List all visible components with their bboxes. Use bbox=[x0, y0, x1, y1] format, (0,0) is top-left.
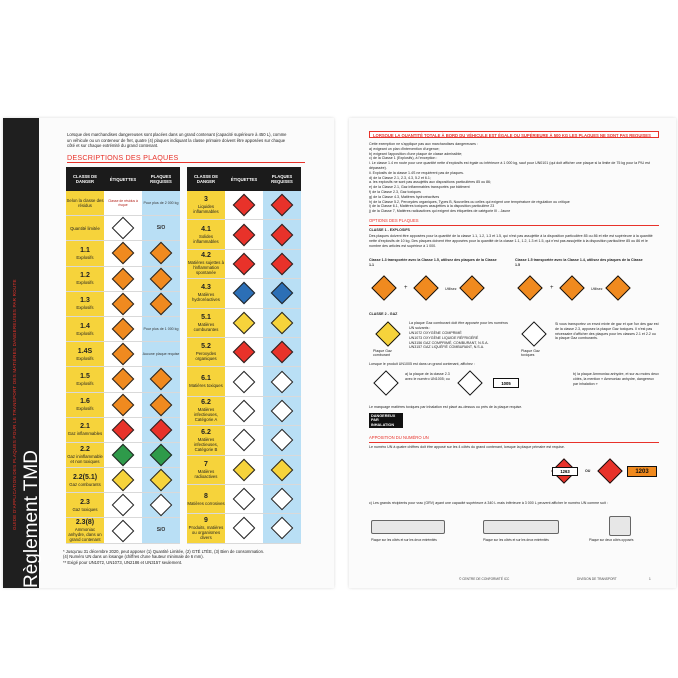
table-row bbox=[187, 220, 301, 249]
cell-etiquette bbox=[104, 493, 142, 517]
class-name: Explosifs bbox=[76, 355, 94, 361]
table-row bbox=[66, 191, 180, 216]
cell-plaque bbox=[142, 292, 180, 316]
class-name: Matières corrosives bbox=[187, 500, 225, 506]
label-diamond-icon bbox=[112, 494, 135, 517]
cell-class bbox=[66, 317, 104, 341]
cell-class bbox=[66, 292, 104, 316]
placard-diamond-icon bbox=[150, 393, 173, 416]
label-diamond-icon bbox=[233, 223, 256, 246]
class-name: Peroxydes organiques bbox=[195, 351, 217, 362]
vehicle-caption: Plaque sur deux côtés opposés bbox=[589, 538, 634, 542]
exemption-header bbox=[369, 131, 659, 138]
table-row bbox=[66, 468, 180, 493]
class-name: Matières infectieuses, Catégorie B bbox=[194, 436, 218, 452]
spine-subtitle: GUIDE D'APPLICATION DES PLAQUES POUR LE TRANSPORT DES MATIÈRES DANGEREUSES PAR ROUTE bbox=[12, 279, 17, 530]
class-name: Matières toxiques bbox=[189, 383, 223, 389]
cell-etiquette bbox=[104, 518, 142, 542]
table-row bbox=[187, 426, 301, 455]
table-row bbox=[66, 342, 180, 367]
etiquette-note: Classe de résidus à risque bbox=[108, 199, 138, 208]
label-diamond-icon bbox=[233, 311, 256, 334]
header-plaques: PLAQUES REQUISES bbox=[142, 167, 180, 191]
classe2-title: CLASSE 2 - GAZ bbox=[369, 312, 398, 316]
cell-plaque bbox=[142, 443, 180, 467]
page-number: 1 bbox=[649, 577, 651, 581]
placard-1-5 bbox=[413, 275, 438, 300]
class-name: Selon la classe des résidus bbox=[66, 198, 104, 209]
plaque-gaz-comburant-label: Plaque Gaz comburant bbox=[373, 349, 392, 358]
class-number: 3 bbox=[204, 196, 208, 204]
table-row bbox=[187, 514, 301, 543]
table-body bbox=[187, 191, 301, 544]
cell-etiquette bbox=[104, 241, 142, 265]
cell-plaque bbox=[263, 250, 301, 278]
section-title: DESCRIPTIONS DES PLAQUES bbox=[67, 153, 179, 162]
un-item: UN1072 OXYGÈNE COMPRIMÉ bbox=[409, 331, 462, 335]
cell-etiquette bbox=[225, 220, 263, 248]
cell-plaque bbox=[263, 309, 301, 337]
plus-sign: + bbox=[404, 285, 408, 291]
cell-plaque bbox=[263, 456, 301, 484]
label-diamond-icon bbox=[233, 458, 256, 481]
un-1263-label: 1263 bbox=[552, 467, 578, 476]
label-diamond-icon bbox=[233, 282, 256, 305]
inhal-text: Le marquage matières toxiques par inhalation est placé au-dessus ou près de la plaque requise. bbox=[369, 405, 523, 409]
placard-gaz-comburant bbox=[375, 321, 400, 346]
placard-1-5 bbox=[517, 275, 542, 300]
un1005-option-b: b) la plaque Ammoniac anhydre, et sur au moins deux côtés, la mention « Ammoniac anhydre, dangereux par inhalation » bbox=[573, 372, 659, 386]
cell-class bbox=[66, 393, 104, 417]
un-1005-plate: 1005 bbox=[493, 378, 519, 388]
ou-label: OU bbox=[585, 469, 591, 473]
placard-2-3-with-un bbox=[373, 370, 398, 395]
class-name: Solides inflammables bbox=[193, 233, 219, 244]
placard-1-5-result bbox=[605, 275, 630, 300]
cell-class bbox=[66, 443, 104, 467]
class-name: Matières radioactives bbox=[194, 468, 218, 479]
cell-plaque bbox=[142, 241, 180, 265]
label-diamond-icon bbox=[233, 194, 256, 217]
label-diamond-icon bbox=[233, 253, 256, 276]
table-row bbox=[187, 191, 301, 220]
orange-plate-1203: 1203 bbox=[627, 466, 657, 477]
class-number: 4.2 bbox=[201, 252, 211, 260]
class-number: 1.4S bbox=[77, 347, 93, 355]
plaque-note: S/O bbox=[156, 225, 166, 232]
cell-plaque bbox=[263, 367, 301, 395]
placard-diamond-icon bbox=[271, 194, 294, 217]
footer-left: © CENTRE DE CONFORMITÉ ICC bbox=[459, 577, 510, 581]
cell-etiquette bbox=[104, 267, 142, 291]
cell-plaque bbox=[263, 279, 301, 307]
classe1-text: Des plaques doivent être apposées pour la quantité de la classe 1.1, 1.2, 1.3 et 1.5, qui n'est pas assujettie à la disposition particulière 85 ou 86 et elle est supérieure à la quantité nette d'explosifs de 10 kg. Des plaques doivent être apposées pour la quantité de la classe 1.1, 1.2, 1.3 et 1.5, qui n'est pas assujettie à la disposition particulière 85 ou 86 et le nombre des articles est supérieur à 1 000. bbox=[369, 234, 653, 248]
placard-diamond-icon bbox=[150, 368, 173, 391]
cell-class bbox=[187, 191, 225, 219]
cell-etiquette bbox=[104, 418, 142, 442]
cell-plaque bbox=[142, 191, 180, 215]
class-number: 5.2 bbox=[201, 343, 211, 351]
cell-class bbox=[187, 397, 225, 425]
class-number: 8 bbox=[204, 492, 208, 500]
cell-class bbox=[66, 267, 104, 291]
apposition-text: Le numéro UN à quatre chiffres doit être apposé sur les 4 côtés du grand contenant, lorsque la plaque primaire est requise. bbox=[369, 445, 565, 449]
placard-diamond-icon bbox=[271, 282, 294, 305]
table-row bbox=[187, 309, 301, 338]
label-diamond-icon bbox=[233, 370, 256, 393]
class-number: 1.2 bbox=[80, 272, 90, 280]
cell-etiquette bbox=[225, 456, 263, 484]
class-number: 1.6 bbox=[80, 398, 90, 406]
placard-1-3 bbox=[371, 275, 396, 300]
intro-text: Lorsque des marchandises dangereuses sont placées dans un grand contenant (capacité supérieure à 450 L), comme un véhicule ou un conteneur de fret, quatre (4) plaques indiquant la classe primaire doivent être apposées sur chaque côté et sur chaque extrémité du grand contenant. bbox=[67, 132, 287, 149]
placard-gaz-toxiques bbox=[521, 321, 546, 346]
label-diamond-icon bbox=[233, 400, 256, 423]
class-number: 1.3 bbox=[80, 297, 90, 305]
cell-plaque bbox=[142, 267, 180, 291]
cell-etiquette bbox=[225, 250, 263, 278]
options-rule bbox=[369, 225, 659, 226]
right-page bbox=[349, 118, 676, 588]
plus-sign: + bbox=[550, 285, 554, 291]
table-row bbox=[66, 443, 180, 468]
class-name: Matières infectieuses, Catégorie A bbox=[194, 407, 218, 423]
footer-right: DIVISION DE TRANSPORT bbox=[577, 577, 617, 581]
cell-class bbox=[66, 367, 104, 391]
cell-plaque bbox=[263, 485, 301, 513]
cell-plaque bbox=[142, 367, 180, 391]
table-row bbox=[187, 250, 301, 279]
placard-diamond-icon bbox=[150, 293, 173, 316]
table-row bbox=[187, 397, 301, 426]
vehicle-ibc bbox=[609, 516, 631, 536]
table-row bbox=[187, 338, 301, 367]
label-diamond-icon bbox=[112, 242, 135, 265]
exemption-header-text: LORSQUE LA QUANTITÉ TOTALE À BORD DU VÉHICULE EST ÉGALE OU SUPÉRIEURE À 500 KG LES PLAQUES NE SONT PAS REQUISES bbox=[373, 133, 651, 138]
placard-class-3 bbox=[597, 458, 622, 483]
class-name: Explosifs bbox=[76, 305, 94, 311]
table-row bbox=[66, 267, 180, 292]
footnote: * Jusqu'au 31 décembre 2020, peut apposer (1) Quantité Limitée, (2) GTÉ LTÉE, (3) Bien de consommation. bbox=[63, 549, 265, 554]
plaque-note: Pour plus de 2 000 kg bbox=[143, 200, 179, 205]
options-title: OPTIONS DES PLAQUES bbox=[369, 218, 419, 223]
class-name: Gaz inflammables bbox=[67, 431, 103, 437]
placard-diamond-icon bbox=[150, 494, 173, 517]
cell-etiquette bbox=[104, 468, 142, 492]
class-number: 4.1 bbox=[201, 225, 211, 233]
cell-etiquette bbox=[225, 397, 263, 425]
label-diamond-icon bbox=[112, 469, 135, 492]
placard-1-1 bbox=[459, 275, 484, 300]
classe1-title: CLASSE 1 - EXPLOSIFS bbox=[369, 228, 410, 232]
label-diamond-icon bbox=[112, 293, 135, 316]
cell-class bbox=[187, 220, 225, 248]
placard-diamond-icon bbox=[271, 517, 294, 540]
placard-table-2 bbox=[187, 167, 301, 542]
cell-etiquette bbox=[104, 393, 142, 417]
class-number: 6.1 bbox=[201, 375, 211, 383]
class-number: 1.4 bbox=[80, 322, 90, 330]
table-row bbox=[66, 241, 180, 266]
cell-class bbox=[187, 485, 225, 513]
cell-etiquette bbox=[104, 367, 142, 391]
table-row bbox=[66, 292, 180, 317]
class-name: Matières comburantes bbox=[193, 321, 219, 332]
header-etiquettes: ÉTIQUETTES bbox=[104, 167, 142, 191]
un1005-option-a: a) la plaque de la classe 2.3 avec le numéro UN1005; ou bbox=[405, 372, 450, 381]
cell-class bbox=[66, 493, 104, 517]
class-number: 2.2(5.1) bbox=[72, 473, 98, 481]
class-number: 6.2 bbox=[201, 399, 211, 407]
class-name: Explosifs bbox=[76, 406, 94, 412]
cell-etiquette bbox=[225, 279, 263, 307]
class-name: Explosifs bbox=[76, 254, 94, 260]
placard-diamond-icon bbox=[150, 444, 173, 467]
table-row bbox=[187, 279, 301, 308]
class-number: 9 bbox=[204, 516, 208, 524]
placard-diamond-icon bbox=[150, 469, 173, 492]
class-name: Ammoniac anhydre, dans un grand contenant bbox=[68, 527, 102, 543]
plaque-note: Aucune plaque requise bbox=[142, 352, 180, 357]
table-row bbox=[66, 367, 180, 392]
cell-class bbox=[187, 514, 225, 542]
cell-class bbox=[66, 216, 104, 240]
un1005-text: Lorsque le produit UN1005 est dans un grand contenant, affichez : bbox=[369, 362, 475, 366]
cell-class bbox=[187, 279, 225, 307]
cell-class bbox=[187, 338, 225, 366]
vehicle-caption: Plaque sur les côtés et sur les deux extrémités bbox=[371, 538, 437, 542]
label-diamond-icon bbox=[112, 444, 135, 467]
class-name: Explosifs bbox=[76, 280, 94, 286]
cell-class bbox=[187, 456, 225, 484]
label-diamond-icon bbox=[112, 343, 135, 366]
exemption-text: Cette exemption ne s'applique pas aux marchandises dangereuses : a) exigeant un plan d'intervention d'urgence; b) exigeant l'apposition d'une plaque de classe admissible; c) de la Classe 1 (Explosifs), à l'exception : i. Le classe 1.4 en route pour une quantité nette d'explosifs est égale ou inférieure à 1 000 kg, sauf pour UN0101 (qui doit afficher une plaque si la limite de 75 kg pour la PIU est dépassée). ii. Explosifs de la classe 1.4S ne requièrent pas de plaques. d) de la Classe 2.1, 2.3, 4.3, 5.2 et 6.1; a. les explosifs ne sont pas assujettis aux dispositions particulières 85 ou 86; e) de la Classe 2.1, Gaz inflammables transportés par bâtiment f) de la Classe 2.3, Gaz toxiques g) de la Classe 4.3, Matières hydroréactives h) de la Classe 5.2, Peroxydes organiques, Types B, Nouvelles ou celles qui exigent une température de régulation ou critique i) de la Classe 6.1, Matières toxiques assujetties à la disposition particulière 23 j) de la Classe 7, Matières radioactives qui exigent des étiquettes de catégorie III - Jaune bbox=[369, 142, 650, 214]
cell-etiquette bbox=[104, 443, 142, 467]
placard-diamond-icon bbox=[271, 223, 294, 246]
cell-plaque bbox=[142, 216, 180, 240]
table-header bbox=[66, 167, 180, 191]
cell-class bbox=[66, 241, 104, 265]
utilisez-label: Utilisez bbox=[591, 287, 603, 291]
header-classe: CLASSE DE DANGER bbox=[66, 167, 104, 191]
header-plaques: PLAQUES REQUISES bbox=[263, 167, 301, 191]
cell-plaque bbox=[142, 317, 180, 341]
placard-diamond-icon bbox=[150, 242, 173, 265]
vehicle-truck bbox=[483, 520, 559, 534]
cell-plaque bbox=[263, 514, 301, 542]
cell-plaque bbox=[142, 518, 180, 542]
placard-diamond-icon bbox=[150, 267, 173, 290]
label-diamond-icon bbox=[112, 418, 135, 441]
classe1-left-caption: Classe 1.3 transportée avec la Classe 1.5, utilisez des plaques de la Classe 1.1 bbox=[369, 258, 497, 267]
utilisez-label: Utilisez bbox=[445, 287, 457, 291]
label-diamond-icon bbox=[233, 429, 256, 452]
table-row bbox=[187, 456, 301, 485]
class-name: Explosifs bbox=[76, 330, 94, 336]
apposition-rule bbox=[369, 442, 659, 443]
label-diamond-icon bbox=[112, 217, 135, 240]
class-name: Gaz comburants bbox=[69, 481, 101, 487]
header-classe: CLASSE DE DANGER bbox=[187, 167, 225, 191]
left-page bbox=[3, 118, 334, 588]
classe2-un-list bbox=[409, 331, 519, 350]
apposition-title: APPOSITION DU NUMÉRO UN bbox=[369, 435, 429, 440]
label-diamond-icon bbox=[112, 368, 135, 391]
class-number: 4.3 bbox=[201, 284, 211, 292]
header-etiquettes: ÉTIQUETTES bbox=[225, 167, 263, 191]
placard-diamond-icon bbox=[271, 311, 294, 334]
class-name: Matières hydroréactives bbox=[192, 292, 220, 303]
table-header bbox=[187, 167, 301, 191]
vehicle-caption: Plaque sur les côtés et sur les deux extrémités bbox=[483, 538, 549, 542]
table-row bbox=[187, 485, 301, 514]
table-row bbox=[66, 493, 180, 518]
table-row bbox=[66, 393, 180, 418]
cell-class bbox=[187, 309, 225, 337]
cell-etiquette bbox=[225, 191, 263, 219]
placard-diamond-icon bbox=[271, 429, 294, 452]
classe1-right-caption: Classe 1.5 transportée avec la Classe 1.4, utilisez des plaques de la Classe 1.5 bbox=[515, 258, 643, 267]
cell-etiquette bbox=[104, 342, 142, 366]
mass-text: c) Les grands récipients pour vrac (GRV) ayant une capacité supérieure à 340 L mais inférieure à 3 000 L peuvent afficher le numéro UN comme suit : bbox=[369, 501, 608, 505]
cell-etiquette bbox=[104, 317, 142, 341]
placard-diamond-icon bbox=[271, 253, 294, 276]
placard-ammoniac bbox=[457, 370, 482, 395]
class-number: 7 bbox=[204, 460, 208, 468]
cell-plaque bbox=[263, 426, 301, 454]
cell-plaque bbox=[263, 191, 301, 219]
cell-class bbox=[187, 250, 225, 278]
class-name: Liquides inflammables bbox=[193, 204, 219, 215]
cell-plaque bbox=[263, 220, 301, 248]
un-item: UN3156 GAZ COMPRIMÉ, COMBURANT, N.S.A. bbox=[409, 340, 489, 345]
label-diamond-icon bbox=[233, 517, 256, 540]
cell-etiquette bbox=[225, 367, 263, 395]
label-diamond-icon bbox=[112, 393, 135, 416]
class-number: 2.1 bbox=[80, 423, 90, 431]
cell-etiquette bbox=[225, 485, 263, 513]
plaque-note: S/O bbox=[156, 527, 166, 534]
cell-etiquette bbox=[225, 309, 263, 337]
label-diamond-icon bbox=[112, 318, 135, 341]
table-row bbox=[66, 418, 180, 443]
footnotes bbox=[63, 549, 303, 565]
classe2-side-text: Si vous transportez un envoi mixte de gaz et que l'un des gaz est de la classe 2.3, apposez la plaque Gaz toxiques. Il n'est pas nécessaire d'afficher des plaques pour les classes 2.1 et 2.2 ou la plaque Gaz comburants. bbox=[555, 322, 659, 341]
plaque-note: Pour plus de 1 000 kg bbox=[143, 326, 179, 331]
spine-title: Règlement TMD bbox=[21, 450, 42, 588]
placard-1-4 bbox=[559, 275, 584, 300]
class-number: 2.3 bbox=[80, 498, 90, 506]
class-name: Quantité limitée bbox=[70, 225, 100, 231]
label-diamond-icon bbox=[233, 488, 256, 511]
cell-etiquette bbox=[104, 292, 142, 316]
vehicle-tanker bbox=[371, 520, 445, 534]
placard-diamond-icon bbox=[271, 370, 294, 393]
class-name: Gaz toxiques bbox=[72, 506, 98, 512]
class-number: 1.1 bbox=[80, 246, 90, 254]
table-row bbox=[66, 518, 180, 543]
placard-table-1 bbox=[66, 167, 180, 542]
cell-class bbox=[66, 518, 104, 542]
cell-class bbox=[66, 468, 104, 492]
label-diamond-icon bbox=[112, 267, 135, 290]
label-diamond-icon bbox=[112, 519, 135, 542]
placard-diamond-icon bbox=[271, 488, 294, 511]
class-number: 6.2 bbox=[201, 428, 211, 436]
placard-diamond-icon bbox=[271, 458, 294, 481]
table-row bbox=[187, 367, 301, 396]
class-name: Produits, matières ou organismes divers bbox=[188, 524, 224, 540]
placard-diamond-icon bbox=[271, 400, 294, 423]
footnote: ** Exigé pour UN1072, UN1073, UN2186 et UN3157 seulement. bbox=[63, 559, 183, 565]
cell-plaque bbox=[263, 397, 301, 425]
cell-plaque bbox=[263, 338, 301, 366]
cell-class bbox=[187, 367, 225, 395]
class-name: Gaz ininflammable et non toxiques bbox=[67, 453, 103, 464]
un-item: UN3157 GAZ LIQUÉFIÉ COMBURANT, N.S.A. bbox=[409, 345, 485, 350]
table-row bbox=[66, 317, 180, 342]
section-rule bbox=[67, 162, 305, 163]
cell-class bbox=[66, 191, 104, 215]
cell-class bbox=[187, 426, 225, 454]
label-diamond-icon bbox=[233, 341, 256, 364]
table-body bbox=[66, 191, 180, 544]
cell-plaque bbox=[142, 468, 180, 492]
class-name: Matières sujettes à l'inflammation spontanée bbox=[187, 260, 225, 276]
cell-plaque bbox=[142, 342, 180, 366]
cell-etiquette bbox=[104, 216, 142, 240]
un-item: UN1073 OXYGÈNE LIQUIDE RÉFRIGÉRÉ bbox=[409, 335, 479, 340]
cell-etiquette bbox=[225, 338, 263, 366]
table-row bbox=[66, 216, 180, 241]
classe2-text: La plaque Gaz comburant doit être apposée pour les numéros UN suivants : bbox=[409, 321, 508, 330]
class-number: 2.3(8) bbox=[75, 519, 95, 527]
cell-plaque bbox=[142, 418, 180, 442]
plaque-gaz-toxiques-label: Plaque Gaz toxiques bbox=[521, 349, 540, 358]
cell-etiquette bbox=[104, 191, 142, 215]
cell-class bbox=[66, 418, 104, 442]
class-number: 1.5 bbox=[80, 372, 90, 380]
placard-diamond-icon bbox=[271, 341, 294, 364]
inhal-marking: DANGEREUX PAR INHALATION bbox=[369, 413, 403, 428]
footnote: (4) Numéro UN dans un losange (chiffres d'une hauteur minimale de 6 mm). bbox=[63, 554, 204, 560]
cell-class bbox=[66, 342, 104, 366]
class-number: 5.1 bbox=[201, 313, 211, 321]
class-number: 2.2 bbox=[80, 445, 90, 453]
cell-plaque bbox=[142, 493, 180, 517]
class-name: Explosifs bbox=[76, 380, 94, 386]
cell-etiquette bbox=[225, 426, 263, 454]
placard-diamond-icon bbox=[150, 418, 173, 441]
cell-plaque bbox=[142, 393, 180, 417]
cell-etiquette bbox=[225, 514, 263, 542]
